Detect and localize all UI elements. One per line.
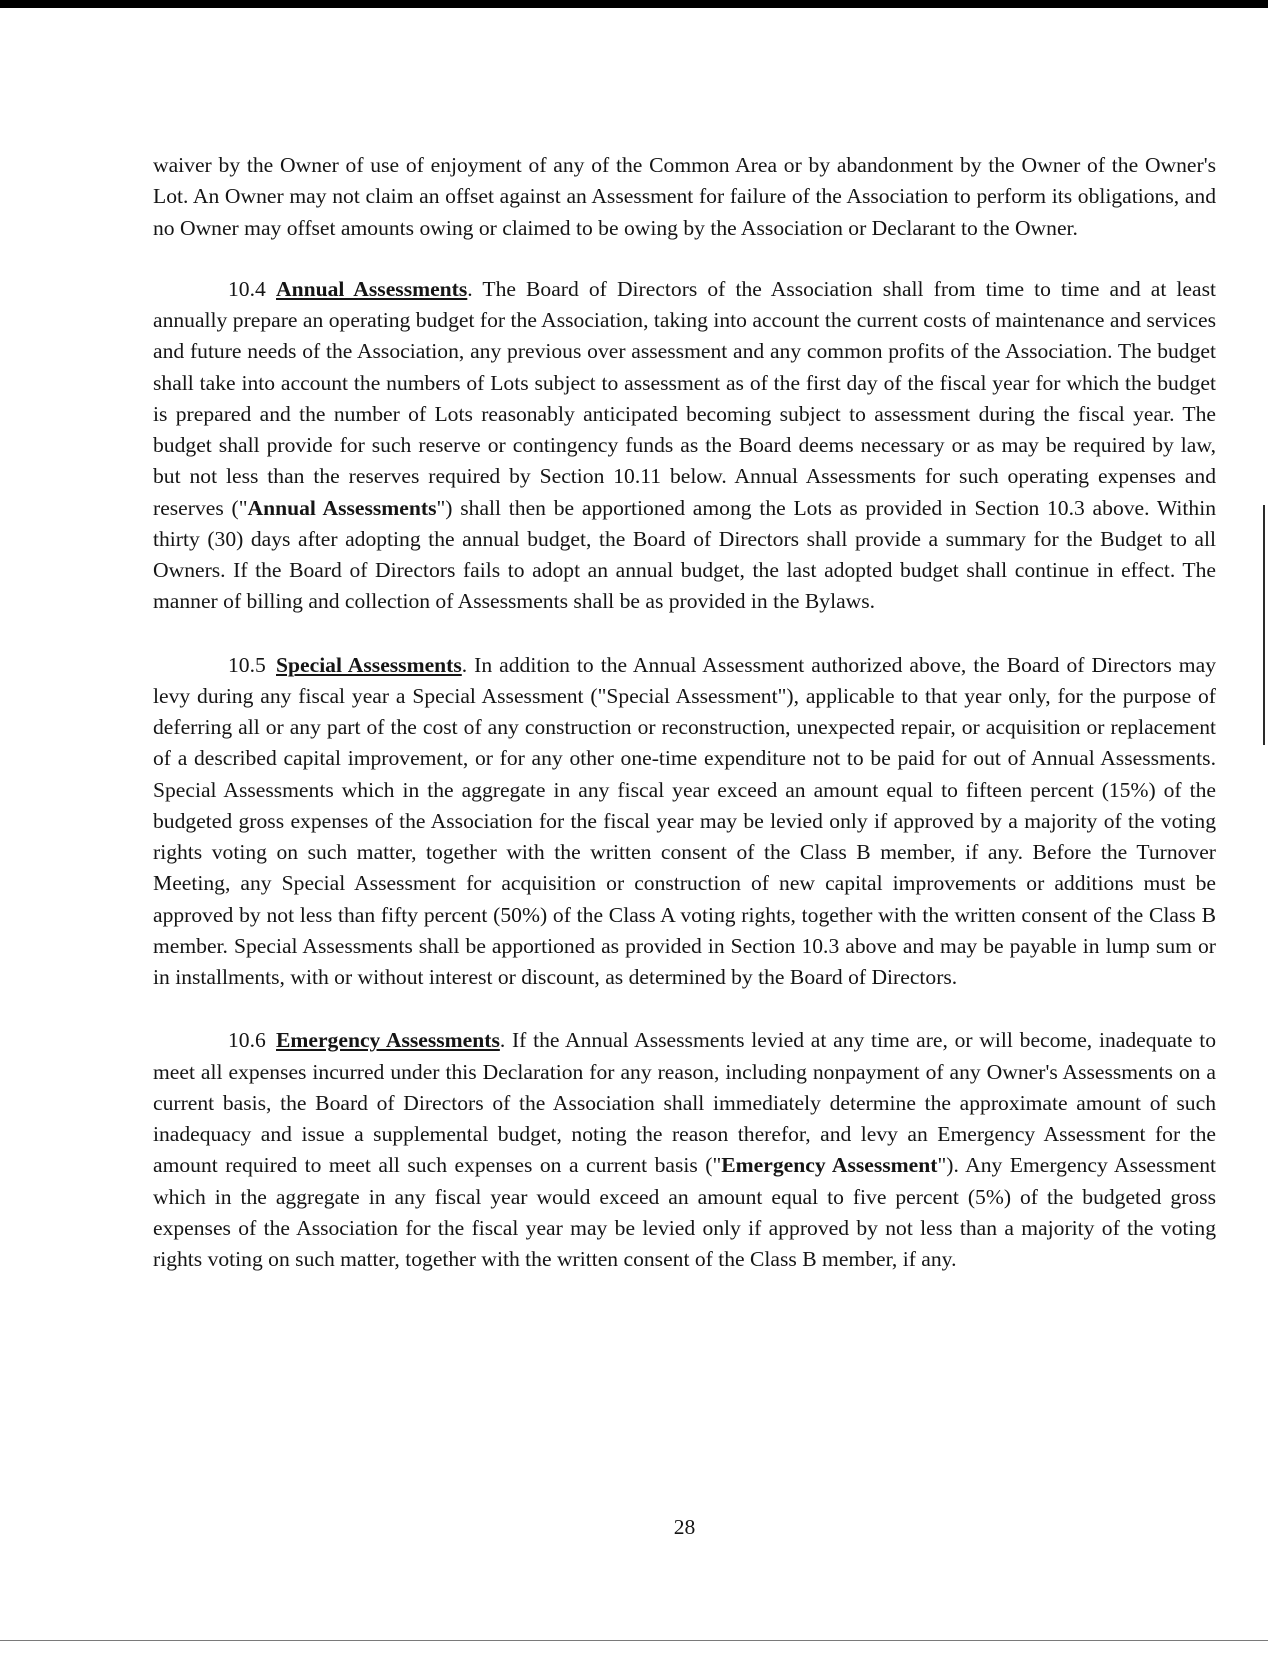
- scan-edge-mark: [1263, 505, 1265, 745]
- section-heading: Special Assessments: [276, 652, 462, 677]
- section-number: 10.6: [228, 1028, 266, 1053]
- section-text-cont: ") shall then be apportioned among the Lots as provided in Section 10.3 above. Within thirty (30) days after adopting the annual budget, the Board of Directors shall provide a summary for the Budget to all Owners. If the Board of Directors fails to adopt an annual budget, the last adopted budget shall continue in effect. The manner of billing and collection of Assessments shall be as provided in the Bylaws.: [153, 495, 1216, 614]
- document-page: [153, 150, 1216, 1539]
- section-10-4: [153, 274, 1216, 618]
- section-text: . If the Annual Assessments levied at any time are, or will become, inadequate to meet all expenses incurred under this Declaration for any reason, including nonpayment of any Owner's Assessments on a current basis, the Board of Directors of the Association shall immediately determine the approximate amount of such inadequacy and issue a supplemental budget, noting the reason therefor, and levy an Emergency Assessment for the amount required to meet all such expenses on a current basis (": [153, 1028, 1216, 1178]
- section-text-cont: "). Any Emergency Assessment which in the aggregate in any fiscal year would exceed an amount equal to five percent (5%) of the budgeted gross expenses of the Association for the fiscal year may be levied only if approved by not less than a majority of the voting rights voting on such matter, together with the written consent of the Class B member, if any.: [153, 1153, 1216, 1271]
- paragraph-continued: [153, 150, 1216, 244]
- section-heading: Emergency Assessments: [276, 1028, 500, 1053]
- section-text: . In addition to the Annual Assessment authorized above, the Board of Directors may levy during any fiscal year a Special Assessment ("Special Assessment"), applicable to that year only, for the purpose of deferring all or any part of the cost of any construction or reconstruction, unexpected repair, or acquisition or replacement of a described capital improvement, or for any other one-time expenditure not to be paid for out of Annual Assessments. Special Assessments which in the aggregate in any fiscal year exceed an amount equal to fifteen percent (15%) of the budgeted gross expenses of the Association for the fiscal year may be levied only if approved by a majority of the voting rights voting on such matter, together with the written consent of the Class B member, if any. Before the Turnover Meeting, any Special Assessment for acquisition or construction of new capital improvements or additions must be approved by not less than fifty percent (50%) of the Class A voting rights, together with the written consent of the Class B member. Special Assessments shall be apportioned as provided in Section 10.3 above and may be payable in lump sum or in installments, with or without interest or discount, as determined by the Board of Directors.: [153, 652, 1216, 989]
- section-text: . The Board of Directors of the Association shall from time to time and at least annually prepare an operating budget for the Association, taking into account the current costs of maintenance and services and future needs of the Association, any previous over assessment and any common profits of the Association. The budget shall take into account the numbers of Lots subject to assessment as of the first day of the fiscal year for which the budget is prepared and the number of Lots reasonably anticipated becoming subject to assessment during the fiscal year. The budget shall provide for such reserve or contingency funds as the Board deems necessary or as may be required by law, but not less than the reserves required by Section 10.11 below. Annual Assessments for such operating expenses and reserves (": [153, 276, 1216, 520]
- section-10-5: [153, 650, 1216, 994]
- scan-top-border: [0, 0, 1268, 8]
- section-10-6: [153, 1025, 1216, 1275]
- page-number: 28: [673, 1515, 696, 1539]
- defined-term: Annual Assessments: [247, 495, 437, 520]
- section-number: 10.4: [228, 276, 266, 301]
- section-number: 10.5: [228, 652, 266, 677]
- paragraph-text: waiver by the Owner of use of enjoyment of any of the Common Area or by abandonment by the Owner of the Owner's Lot. An Owner may not claim an offset against an Assessment for failure of the Association to perform its obligations, and no Owner may offset amounts owing or claimed to be owing by the Association or Declarant to the Owner.: [153, 153, 1216, 240]
- section-heading: Annual Assessments: [276, 276, 468, 301]
- scan-bottom-border: [0, 1640, 1268, 1641]
- defined-term: Emergency Assessment: [721, 1153, 938, 1178]
